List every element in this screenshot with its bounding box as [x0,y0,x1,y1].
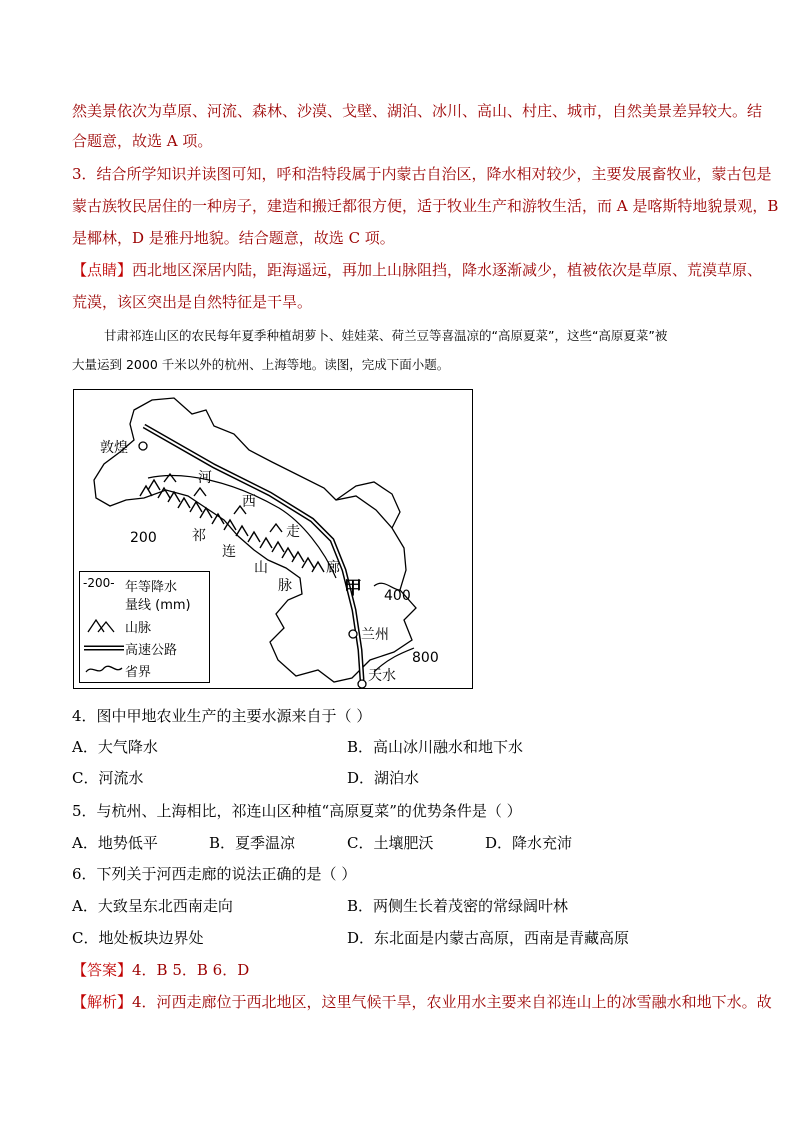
legend-border-label: 省界 [125,665,152,680]
dianjing-line: 荒漠，该区突出是自然特征是干旱。 [72,293,313,311]
q6-option-d: D．东北面是内蒙古高原，西南是青藏高原 [347,929,630,947]
legend-isohyet-unit: 量线 (mm) [125,598,191,613]
explanation-line: 合题意，故选 A 项。 [72,132,213,150]
hexi-corridor-map [73,389,473,689]
legend-isohyet-label: 年等降水 [125,580,178,595]
q5-option-a: A．地势低平 [72,834,158,852]
legend-border-icon [84,660,124,680]
label-zou: 走 [286,524,300,540]
label-xi: 西 [242,494,256,510]
lanzhou-dot [349,630,357,638]
legend-highway-label: 高速公路 [125,643,178,658]
analysis-line [72,992,772,1012]
answer-tag: 【答案】 [72,961,133,979]
answer-text: 4．B 5．B 6．D [132,961,250,979]
dunhuang-dot [139,442,147,450]
answer-line [72,960,249,980]
label-lang: 廊 [326,560,340,576]
label-he: 河 [198,470,212,486]
label-isohyet-400: 400 [384,588,411,604]
map-legend [79,571,210,683]
label-jia: 甲 [344,578,362,599]
q3-explanation-line: 蒙古族牧民居住的一种房子，建造和搬迁都很方便，适于牧业生产和游牧生活，而 A 是喀斯特地貌景观，B [72,197,779,215]
label-lian: 连 [222,544,236,560]
label-isohyet-800: 800 [412,650,439,666]
dianjing-line [72,260,762,280]
label-shan: 山 [254,560,268,576]
dianjing-tag: 【点睛】 [72,261,133,279]
q5-option-b: B．夏季温凉 [209,834,296,852]
legend-isohyet-symbol: -200- [83,576,115,590]
intro-line: 大量运到 2000 千米以外的杭州、上海等地。读图，完成下面小题。 [72,357,450,372]
q4-stem: 4．图中甲地农业生产的主要水源来自于（ ） [72,707,372,725]
dianjing-text: 西北地区深居内陆，距海遥远，再加上山脉阻挡，降水逐渐减少，植被依次是草原、荒漠草原、 [132,261,763,279]
q4-option-c: C．河流水 [72,769,144,787]
label-mai: 脉 [278,578,292,594]
legend-mountain-icon [86,616,122,636]
explanation-line: 然美景依次为草原、河流、森林、沙漠、戈壁、湖泊、冰川、高山、村庄、城市，自然美景差异较大。结 [72,102,763,120]
q3-explanation-line: 3．结合所学知识并读图可知，呼和浩特段属于内蒙古自治区，降水相对较少，主要发展畜牧业，蒙古包是 [72,165,772,183]
legend-mountain-label: 山脉 [125,621,152,636]
q6-option-b: B．两侧生长着茂密的常绿阔叶林 [347,897,569,915]
analysis-tag: 【解析】 [72,993,133,1011]
q4-option-b: B．高山冰川融水和地下水 [347,738,524,756]
q6-option-a: A．大致呈东北西南走向 [72,897,233,915]
q6-stem: 6．下列关于河西走廊的说法正确的是（ ） [72,865,357,883]
label-dunhuang: 敦煌 [100,440,128,456]
label-lanzhou: 兰州 [361,627,389,643]
label-tianshui: 天水 [368,668,396,684]
q5-stem: 5．与杭州、上海相比，祁连山区种植“高原夏菜”的优势条件是（ ） [72,802,522,820]
label-qi: 祁 [192,528,206,544]
q4-option-d: D．湖泊水 [347,769,420,787]
q6-option-c: C．地处板块边界处 [72,929,204,947]
tianshui-dot [358,680,366,688]
label-isohyet-200: 200 [130,530,157,546]
analysis-text: 4．河西走廊位于西北地区，这里气候干旱，农业用水主要来自祁连山上的冰雪融水和地下水。故 [132,993,772,1011]
intro-line: 甘肃祁连山区的农民每年夏季种植胡萝卜、娃娃菜、荷兰豆等喜温凉的“高原夏菜”，这些“高原夏菜”被 [104,328,668,343]
legend-highway-icon [84,638,124,658]
q5-option-c: C．土壤肥沃 [347,834,434,852]
q4-option-a: A．大气降水 [72,738,158,756]
q3-explanation-line: 是椰林，D 是雅丹地貌。结合题意，故选 C 项。 [72,229,395,247]
q5-option-d: D．降水充沛 [485,834,573,852]
